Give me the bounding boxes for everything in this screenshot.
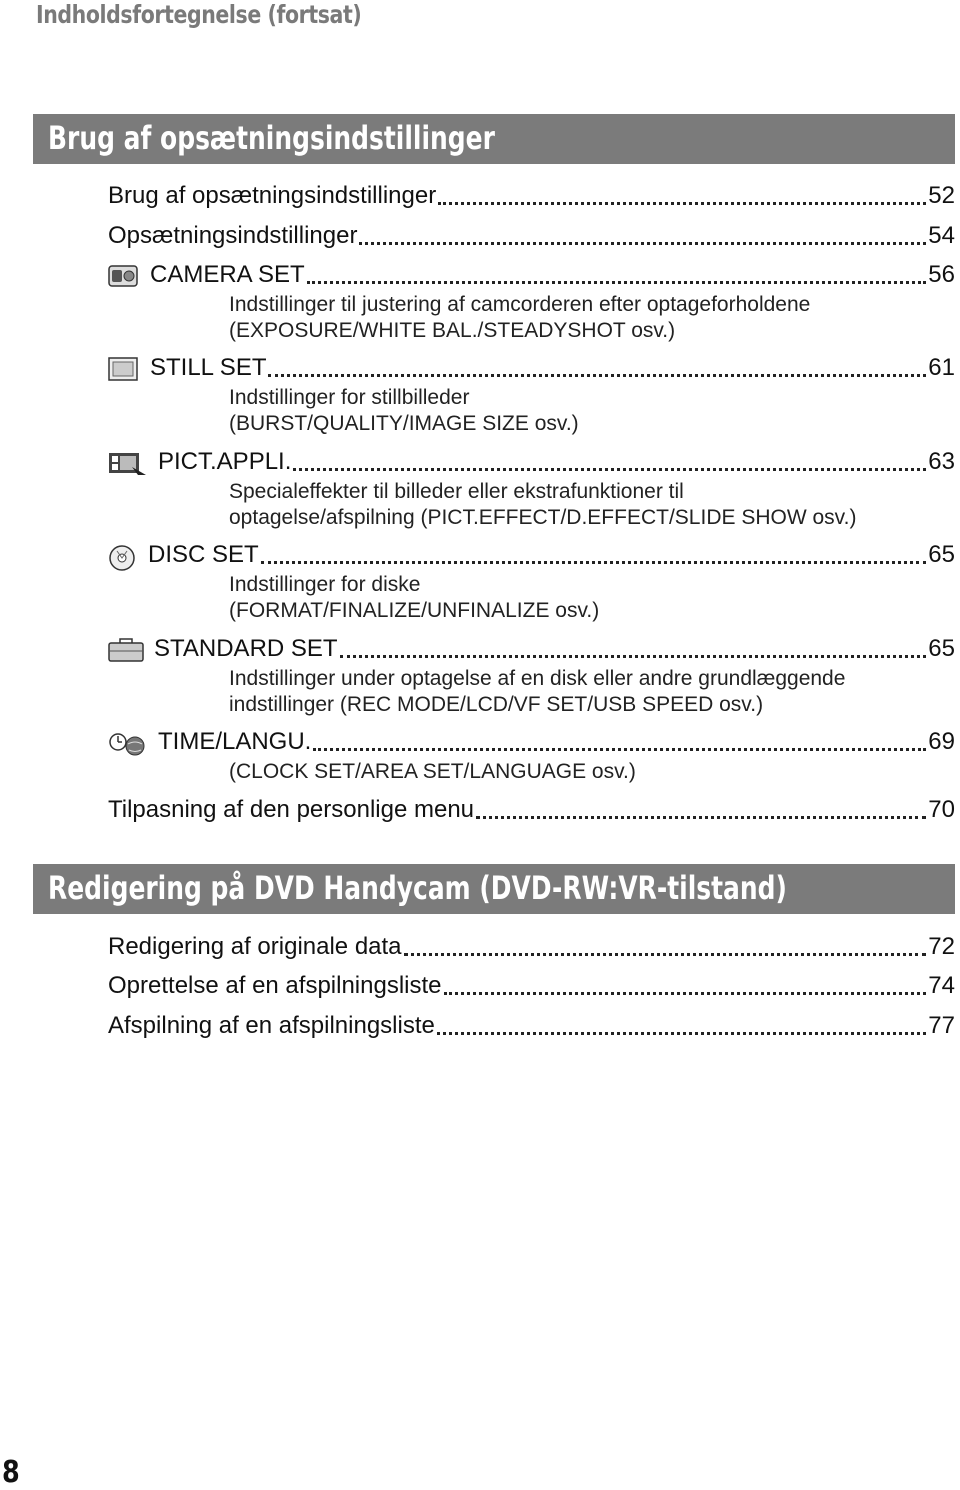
toc-entry-page: 72 (928, 933, 955, 960)
toolbox-icon (108, 638, 144, 660)
toc-entry-label: Oprettelse af en afspilningsliste (108, 972, 442, 999)
leader-dots (444, 992, 927, 995)
page-number: 8 (2, 1455, 20, 1490)
toc-entry-pict-appli[interactable] (108, 444, 955, 476)
leader-dots (293, 468, 926, 471)
toc-entry[interactable] (108, 792, 955, 824)
toc-entry-page: 65 (928, 635, 955, 662)
toc-entry[interactable] (108, 929, 955, 961)
entry-description: (EXPOSURE/WHITE BAL./STEADYSHOT osv.) (229, 319, 676, 342)
toc-entry-page: 65 (928, 541, 955, 568)
leader-dots (404, 953, 927, 956)
toc-entry-label: PICT.APPLI. (158, 448, 292, 475)
pict-appli-icon (108, 451, 148, 473)
entry-description: indstillinger (REC MODE/LCD/VF SET/USB SPEED osv.) (229, 693, 764, 716)
toc-entry-label: STANDARD SET (154, 635, 338, 662)
toc-entry-still-set[interactable] (108, 350, 955, 382)
entry-description: (FORMAT/FINALIZE/UNFINALIZE osv.) (229, 599, 600, 622)
leader-dots (340, 655, 927, 658)
toc-entry-page: 56 (928, 261, 955, 288)
toc-entry-page: 69 (928, 728, 955, 755)
section-title: Redigering på DVD Handycam (DVD-RW:VR-tilstand) (48, 869, 787, 907)
toc-entry-page: 70 (928, 796, 955, 823)
clock-globe-icon (108, 731, 148, 753)
toc-entry-page: 52 (928, 182, 955, 209)
toc-entry-time-langu[interactable] (108, 724, 955, 756)
leader-dots (307, 281, 927, 284)
toc-entry-label: Afspilning af en afspilningsliste (108, 1012, 435, 1039)
entry-description: Indstillinger for diske (229, 573, 421, 596)
toc-entry[interactable] (108, 1008, 955, 1040)
section-header (33, 864, 955, 914)
leader-dots (437, 1032, 926, 1035)
toc-entry-standard-set[interactable] (108, 631, 955, 663)
leader-dots (438, 202, 926, 205)
leader-dots (476, 816, 926, 819)
toc-entry-page: 74 (928, 972, 955, 999)
entry-description: Indstillinger for stillbilleder (229, 386, 470, 409)
page-title: Indholdsfortegnelse (fortsat) (36, 0, 362, 29)
toc-entry-page: 61 (928, 354, 955, 381)
toc-entry-label: STILL SET (150, 354, 267, 381)
toc-entry-label: DISC SET (148, 541, 259, 568)
toc-entry[interactable] (108, 968, 955, 1000)
entry-description: Indstillinger til justering af camcorderen efter optageforholdene (229, 293, 811, 316)
toc-entry[interactable] (108, 218, 955, 250)
toc-entry-label: CAMERA SET (150, 261, 305, 288)
toc-entry-page: 77 (928, 1012, 955, 1039)
leader-dots (359, 242, 926, 245)
toc-entry-label: Brug af opsætningsindstillinger (108, 182, 437, 209)
section-title: Brug af opsætningsindstillinger (48, 119, 495, 157)
camera-set-icon (108, 264, 140, 286)
toc-entry-page: 63 (928, 448, 955, 475)
toc-entry-label: Opsætningsindstillinger (108, 222, 358, 249)
entry-description: Indstillinger under optagelse af en disk eller andre grundlæggende (229, 667, 846, 690)
toc-entry-page: 54 (928, 222, 955, 249)
entry-description: (CLOCK SET/AREA SET/LANGUAGE osv.) (229, 760, 636, 783)
section-header (33, 114, 955, 164)
toc-entry-label: TIME/LANGU. (158, 728, 312, 755)
leader-dots (268, 374, 926, 377)
disc-set-icon (108, 544, 138, 566)
entry-description: (BURST/QUALITY/IMAGE SIZE osv.) (229, 412, 579, 435)
leader-dots (313, 748, 926, 751)
toc-entry-camera-set[interactable] (108, 257, 955, 289)
leader-dots (261, 561, 927, 564)
entry-description: Specialeffekter til billeder eller ekstrafunktioner til (229, 480, 684, 503)
toc-entry-disc-set[interactable] (108, 537, 955, 569)
still-set-icon (108, 357, 140, 379)
toc-entry[interactable] (108, 178, 955, 210)
entry-description: optagelse/afspilning (PICT.EFFECT/D.EFFECT/SLIDE SHOW osv.) (229, 506, 857, 529)
toc-entry-label: Tilpasning af den personlige menu (108, 796, 475, 823)
toc-entry-label: Redigering af originale data (108, 933, 402, 960)
